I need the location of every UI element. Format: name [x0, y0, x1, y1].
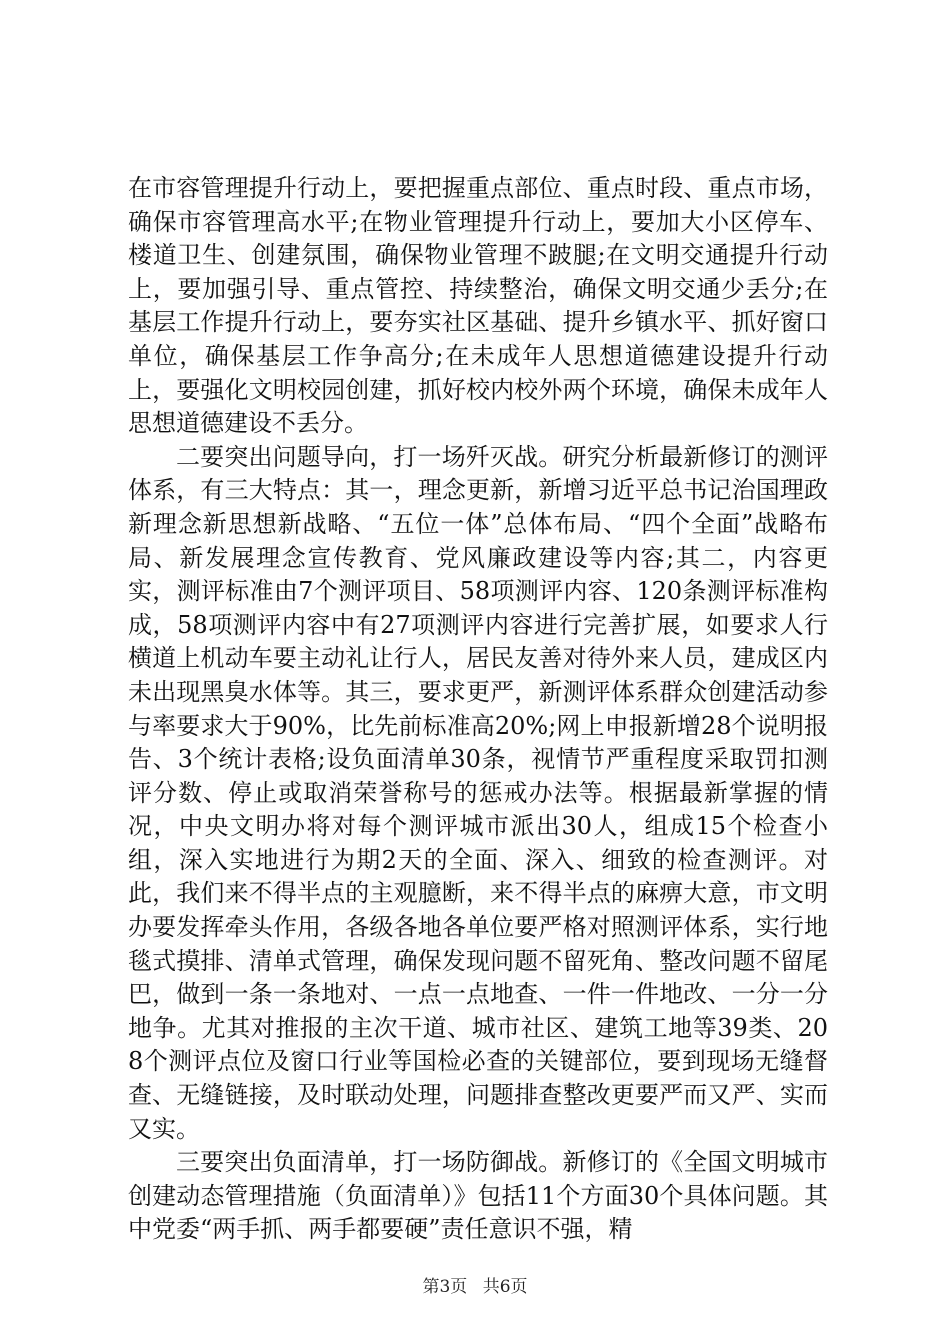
paragraph-continuation: 在市容管理提升行动上，要把握重点部位、重点时段、重点市场，确保市容管理高水平;在物业管理提升行动上，要加大小区停车、楼道卫生、创建氛围，确保物业管理不跛腿;在文明交通提升行动上，要加强引导、重点管控、持续整治，确保文明交通少丢分;在基层工作提升行动上，要夯实社区基础、提升乡镇水平、抓好窗口单位，确保基层工作争高分;在未成年人思想道德建设提升行动上，要强化文明校园创建，抓好校内校外两个环境，确保未成年人思想道德建设不丢分。 [128, 174, 828, 438]
page-total: 共6页 [482, 1277, 528, 1297]
page-footer [0, 1272, 950, 1297]
page-number: 第3页 [422, 1277, 468, 1297]
document-body [128, 172, 828, 1247]
paragraph-negative-list: 三要突出负面清单，打一场防御战。新修订的《全国文明城市创建动态管理措施（负面清单）》包括11个方面30个具体问题。其中党委“两手抓、两手都要硬”责任意识不强，精 [128, 1148, 828, 1244]
paragraph-problem-orientation: 二要突出问题导向，打一场歼灭战。研究分析最新修订的测评体系，有三大特点：其一，理念更新，新增习近平总书记治国理政新理念新思想新战略、“五位一体”总体布局、“四个全面”战略布局、新发展理念宣传教育、党风廉政建设等内容;其二，内容更实，测评标准由7个测评项目、58项测评内容、120条测评标准构成，58项测评内容中有27项测评内容进行完善扩展，如要求人行横道上机动车要主动礼让行人，居民友善对待外来人员，建成区内未出现黑臭水体等。其三，要求更严，新测评体系群众创建活动参与率要求大于90%，比先前标准高20%;网上申报新增28个说明报告、3个统计表格;设负面清单30条，视情节严重程度采取罚扣测评分数、停止或取消荣誉称号的惩戒办法等。根据最新掌握的情况，中央文明办将对每个测评城市派出30人，组成15个检查小组，深入实地进行为期2天的全面、深入、细致的检查测评。对此，我们来不得半点的主观臆断，来不得半点的麻痹大意，市文明办要发挥牵头作用，各级各地各单位要严格对照测评体系，实行地毯式摸排、清单式管理，确保发现问题不留死角、整改问题不留尾巴，做到一条一条地对、一点一点地查、一件一件地改、一分一分地争。尤其对推报的主次干道、城市社区、建筑工地等39类、208个测评点位及窗口行业等国检必查的关键部位，要到现场无缝督查、无缝链接，及时联动处理，问题排查整改更要严而又严、实而又实。 [128, 442, 828, 1143]
